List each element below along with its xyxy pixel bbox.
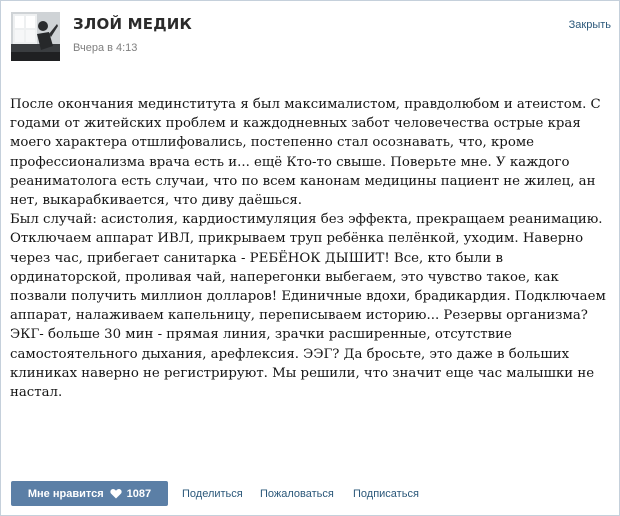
post-paragraph: После окончания мединститута я был максималистом, правдолюбом и атеистом. С годами от житейских проблем и каждодневных забот человечества острые края моего характера отшлифовались, постепенно стал осознавать, что, кроме профессионализма врача есть и... ещё Кто-то свыше. Поверьте мне. У каждого реаниматолога есть случаи, что по всем канонам медицины пациент не жилец, ан нет, выкарабкивается, что диву даёшься.	[10, 97, 601, 209]
like-button[interactable]	[11, 481, 168, 506]
post-footer	[1, 479, 619, 509]
author-name[interactable]: ЗЛОЙ МЕДИК	[73, 15, 192, 33]
report-link[interactable]: Пожаловаться	[260, 488, 334, 500]
close-button[interactable]: Закрыть	[568, 19, 611, 31]
share-link[interactable]: Поделиться	[182, 488, 243, 500]
post-text	[10, 95, 612, 402]
heart-icon	[110, 488, 122, 499]
subscribe-link[interactable]: Подписаться	[353, 488, 419, 500]
avatar-photo-icon	[11, 12, 60, 61]
post-paragraph: Был случай: асистолия, кардиостимуляция без эффекта, прекращаем реанимацию. Отключаем аппарат ИВЛ, прикрываем труп ребёнка пелёнкой, уходим. Наверно через час, прибегает санитарка - РЕБЁНОК ДЫШИТ! Все, кто были в ординаторской, проливая чай, наперегонки выбегаем, это чувство такое, как позвали получить миллион долларов! Единичные вдохи, брадикардия. Подключаем аппарат, налаживаем капельницу, переписываем историю... Резервы организма? ЭКГ- больше 30 мин - прямая линия, зрачки расширенные, отсутствие самостоятельного дыхания, арефлексия. ЭЭГ? Да бросьте, это даже в больших клиниках наверно не регистрируют. Мы решили, что значит еще час малышки не настал.	[10, 212, 606, 401]
like-count: 1087	[126, 487, 152, 500]
post-header	[1, 1, 619, 73]
like-label: Мне нравится	[27, 487, 104, 500]
author-avatar[interactable]	[11, 12, 60, 61]
post-timestamp[interactable]: Вчера в 4:13	[73, 42, 138, 54]
